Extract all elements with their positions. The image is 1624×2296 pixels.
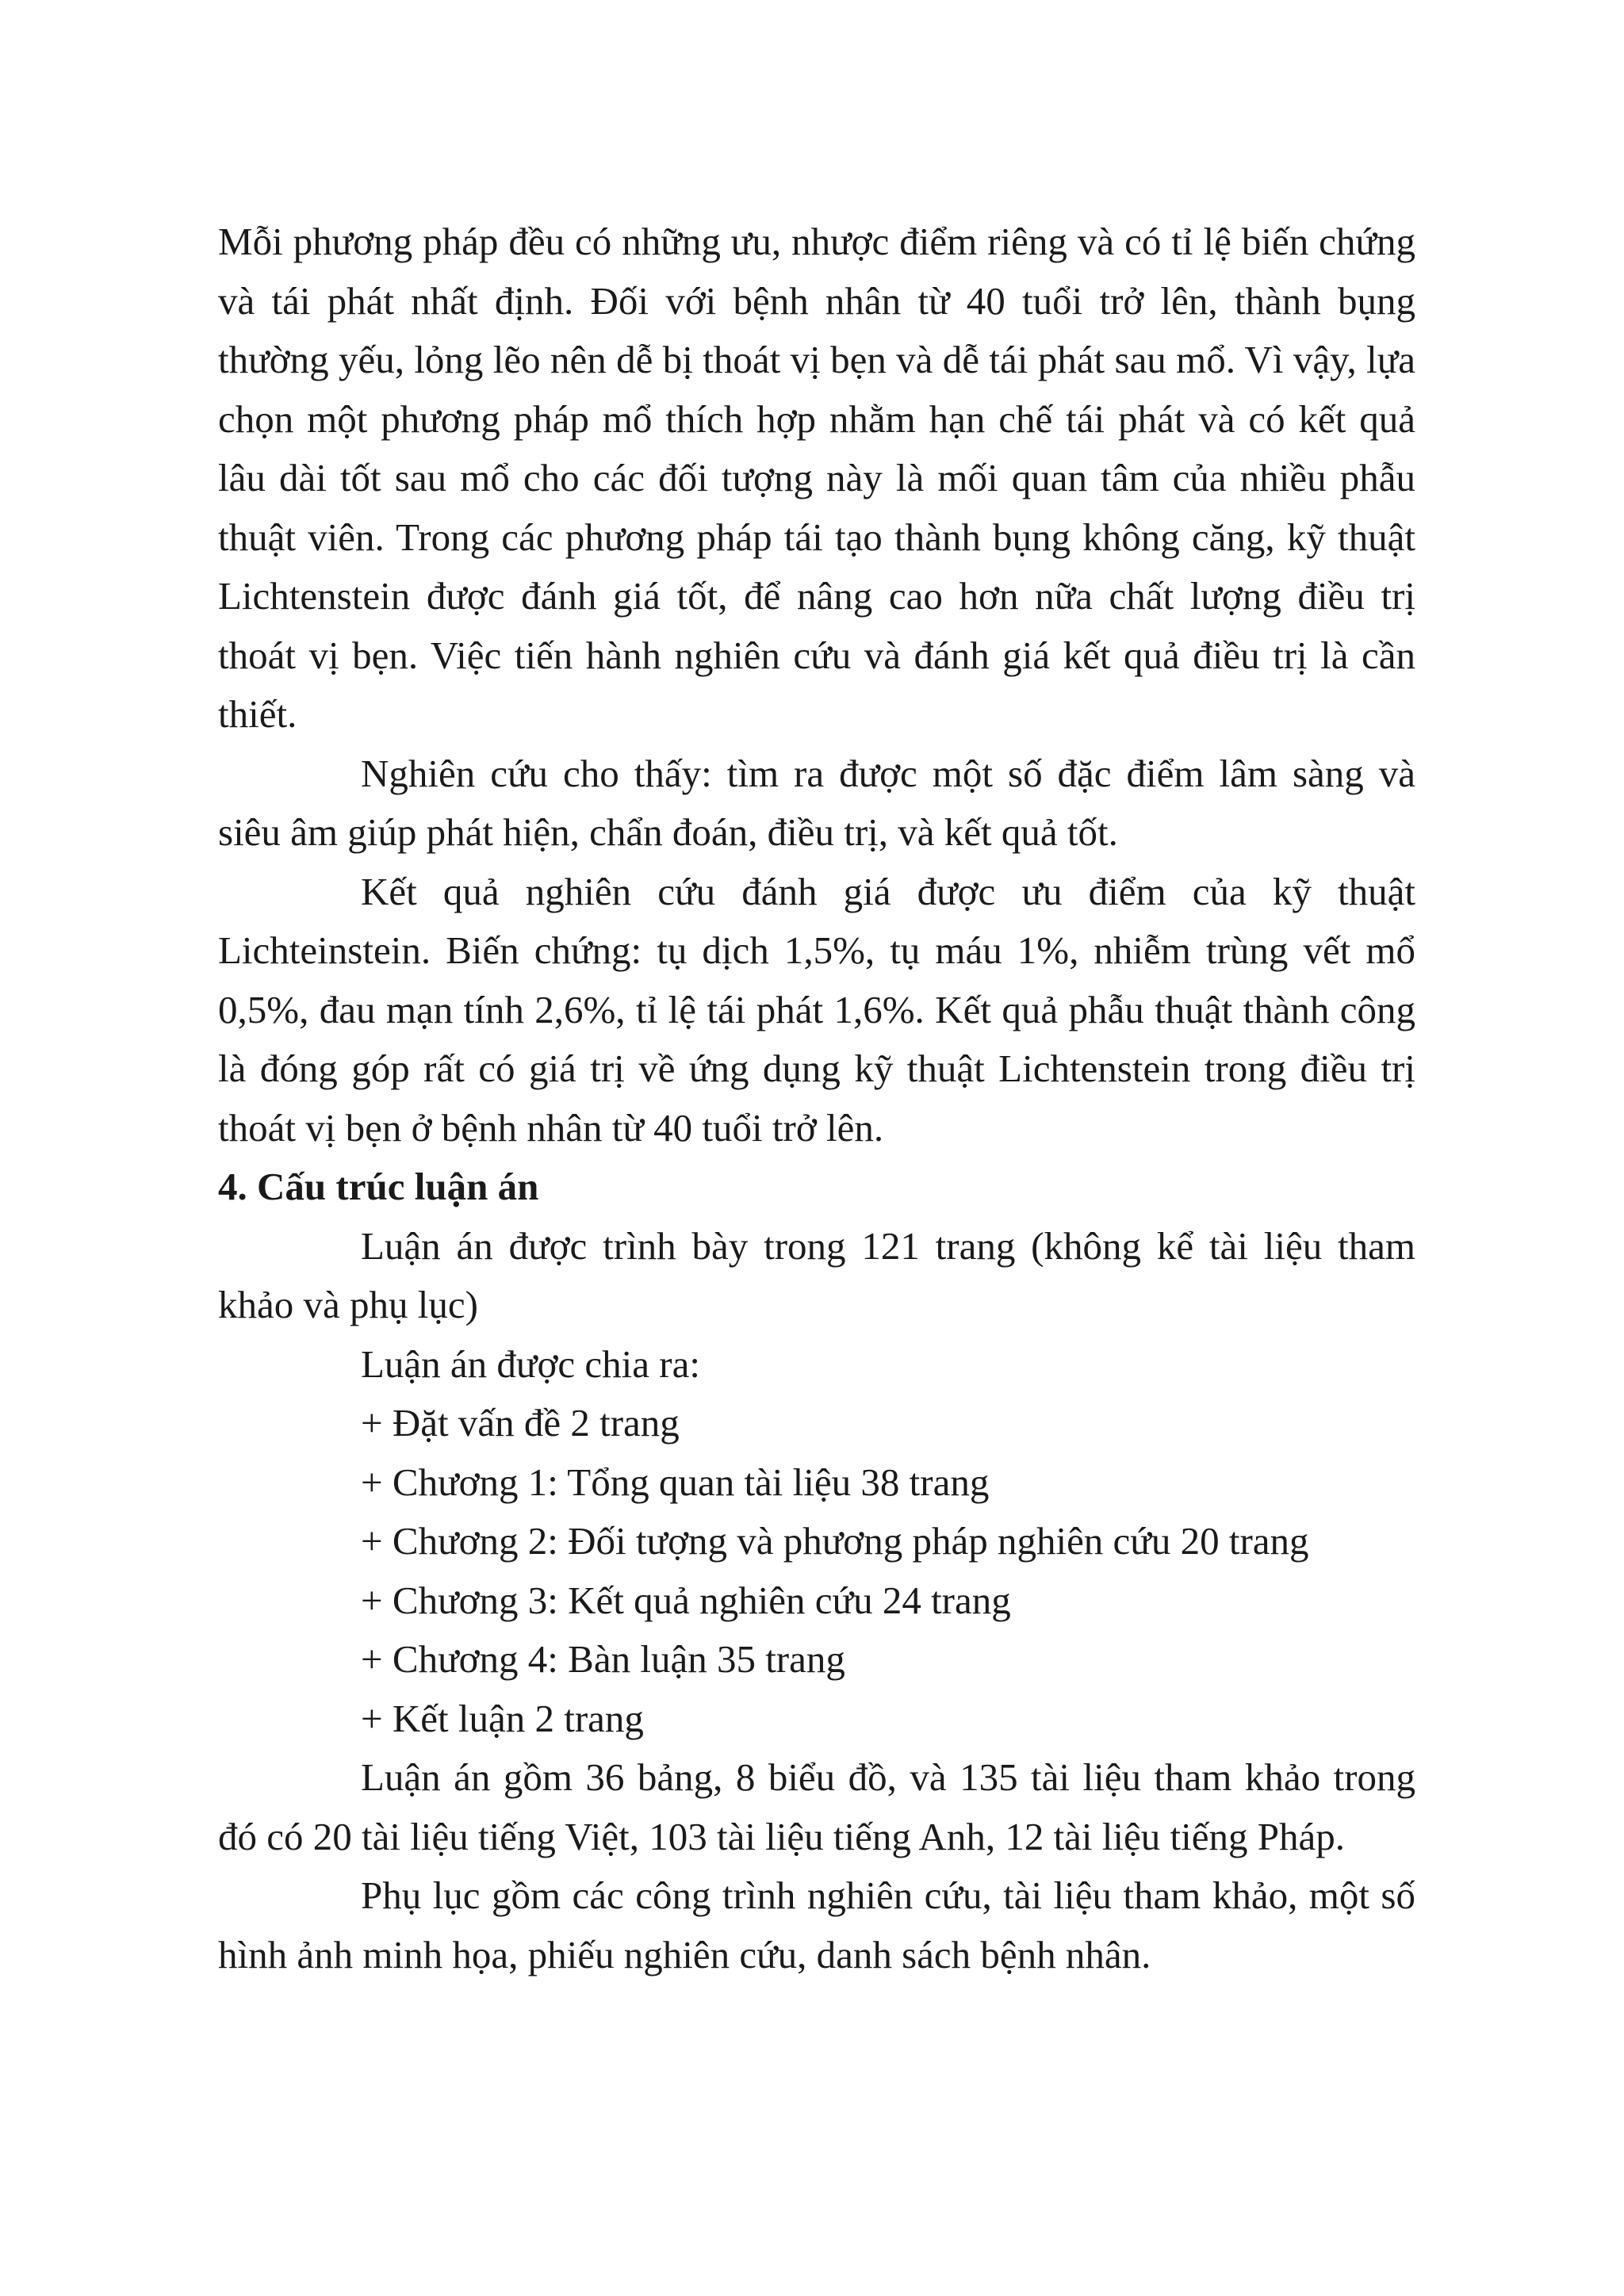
document-page: [218, 212, 1415, 1984]
paragraph-results: Kết quả nghiên cứu đánh giá được ưu điểm của kỹ thuật Lichteinstein. Biến chứng: tụ dịch 1,5%, tụ máu 1%, nhiễm trùng vết mổ 0,5%, đau mạn tính 2,6%, tỉ lệ tái phát 1,6%. Kết quả phẫu thuật thành công là đóng góp rất có giá trị về ứng dụng kỹ thuật Lichtenstein trong điều trị thoát vị bẹn ở bệnh nhân từ 40 tuổi trở lên.: [218, 869, 1415, 1150]
paragraph-structure-intro: Luận án được trình bày trong 121 trang (không kể tài liệu tham khảo và phụ lục): [218, 1223, 1415, 1326]
list-item: + Chương 3: Kết quả nghiên cứu 24 trang: [361, 1578, 1011, 1622]
list-item: + Chương 1: Tổng quan tài liệu 38 trang: [361, 1460, 990, 1504]
division-label: Luận án được chia ra:: [361, 1341, 700, 1386]
paragraph-stats: Luận án gồm 36 bảng, 8 biểu đồ, và 135 tài liệu tham khảo trong đó có 20 tài liệu tiếng Việt, 103 tài liệu tiếng Anh, 12 tài liệu tiếng Pháp.: [218, 1755, 1415, 1858]
list-item: + Đặt vấn đề 2 trang: [361, 1401, 680, 1445]
section-heading: 4. Cấu trúc luận án: [218, 1165, 539, 1208]
paragraph-methods-overview: Mỗi phương pháp đều có những ưu, nhược điểm riêng và có tỉ lệ biến chứng và tái phát nhất định. Đối với bệnh nhân từ 40 tuổi trở lên, thành bụng thường yếu, lỏng lẽo nên dễ bị thoát vị bẹn và dễ tái phát sau mổ. Vì vậy, lựa chọn một phương pháp mổ thích hợp nhằm hạn chế tái phát và có kết quả lâu dài tốt sau mổ cho các đối tượng này là mối quan tâm của nhiều phẫu thuật viên. Trong các phương pháp tái tạo thành bụng không căng, kỹ thuật Lichtenstein được đánh giá tốt, để nâng cao hơn nữa chất lượng điều trị thoát vị bẹn. Việc tiến hành nghiên cứu và đánh giá kết quả điều trị là cần thiết.: [218, 220, 1415, 736]
list-item: + Chương 2: Đối tượng và phương pháp nghiên cứu 20 trang: [361, 1519, 1309, 1563]
list-item: + Chương 4: Bàn luận 35 trang: [361, 1637, 845, 1681]
list-item: + Kết luận 2 trang: [361, 1696, 644, 1740]
paragraph-study-findings: Nghiên cứu cho thấy: tìm ra được một số đặc điểm lâm sàng và siêu âm giúp phát hiện, chẩn đoán, điều trị, và kết quả tốt.: [218, 751, 1415, 854]
paragraph-appendix: Phụ lục gồm các công trình nghiên cứu, tài liệu tham khảo, một số hình ảnh minh họa, phiếu nghiên cứu, danh sách bệnh nhân.: [218, 1873, 1415, 1976]
